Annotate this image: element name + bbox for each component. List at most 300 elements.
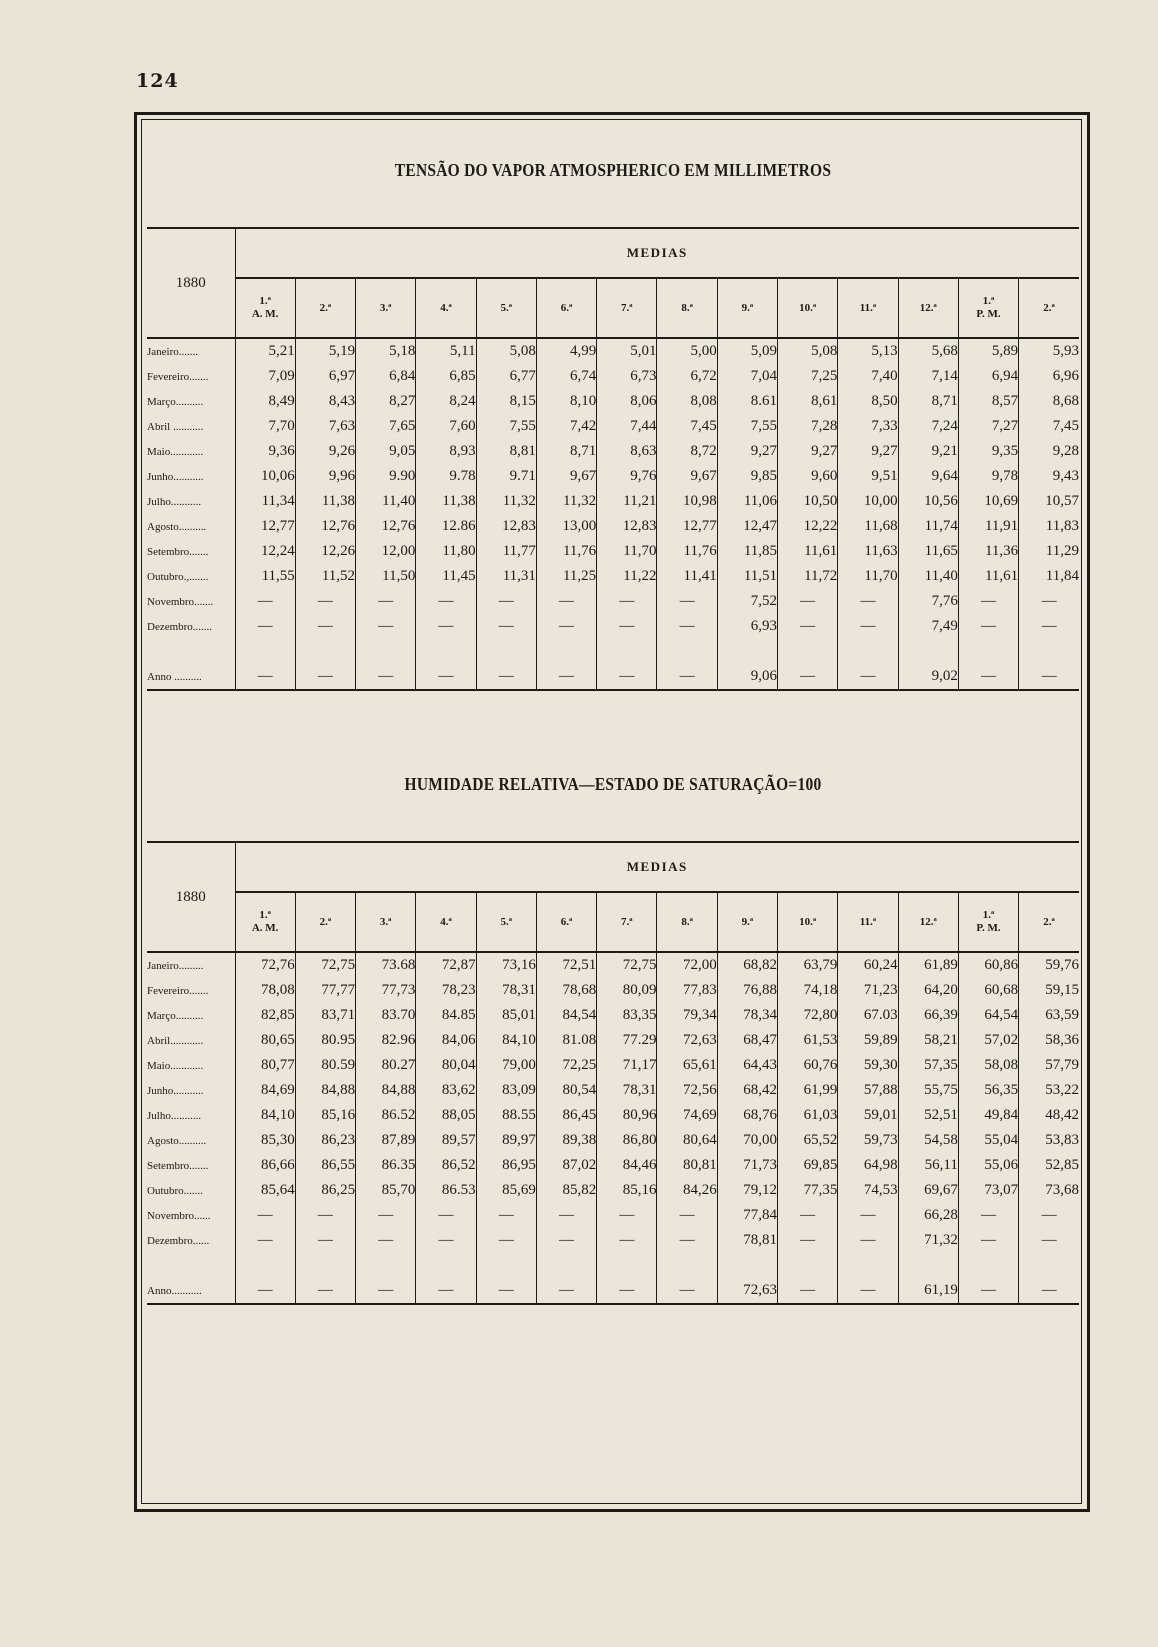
value-cell: 13,00: [536, 514, 596, 539]
value-cell: 74,69: [657, 1103, 717, 1128]
value-cell: 86,55: [295, 1153, 355, 1178]
value-cell: 7,42: [536, 414, 596, 439]
value-cell: 79,34: [657, 1003, 717, 1028]
value-cell: 5,21: [268, 343, 295, 359]
spacer-cell: [416, 639, 476, 664]
hour-number: 12.ª: [919, 915, 937, 928]
value-cell: 86.52: [356, 1103, 416, 1128]
hour-number: 2.ª: [319, 915, 332, 928]
hour-header: [778, 278, 838, 338]
section-title: TENSÃO DO VAPOR ATMOSPHERICO EM MILLIMETROS: [394, 160, 832, 180]
value-cell: 57,02: [958, 1028, 1018, 1053]
value-cell: 89,97: [476, 1128, 536, 1153]
value-cell: 7,24: [898, 414, 958, 439]
value-cell: 11,76: [657, 539, 717, 564]
value-cell: —: [778, 614, 838, 639]
value-cell: 83,35: [597, 1003, 657, 1028]
value-cell: —: [778, 664, 838, 690]
value-cell: 12,77: [657, 514, 717, 539]
value-cell: 7,33: [838, 414, 898, 439]
value-cell: 80,81: [657, 1153, 717, 1178]
value-cell: 54,58: [898, 1128, 958, 1153]
value-cell: 61,03: [778, 1103, 838, 1128]
month-label: Anno...........: [147, 1278, 235, 1304]
value-cell: 56,11: [898, 1153, 958, 1178]
value-cell: 85,64: [261, 1182, 295, 1198]
value-cell: 77,73: [356, 978, 416, 1003]
relative-humidity-table: [147, 841, 1079, 1305]
month-row: [147, 514, 1079, 539]
value-cell: 53,22: [1019, 1078, 1079, 1103]
value-cell: 9,76: [597, 464, 657, 489]
value-cell: 86,45: [536, 1103, 596, 1128]
hour-number: 3.ª: [379, 301, 392, 314]
value-cell: —: [356, 614, 416, 639]
value-cell: 72,63: [717, 1278, 777, 1304]
value-cell: —: [257, 1232, 273, 1248]
month-row: [147, 364, 1079, 389]
hour-header: [657, 892, 717, 952]
value-cell: 11,80: [416, 539, 476, 564]
spacer-cell: [657, 1253, 717, 1278]
value-cell: 8,71: [898, 389, 958, 414]
value-cell: 73,16: [476, 952, 536, 978]
value-cell: 7,45: [657, 414, 717, 439]
value-cell: —: [1019, 1203, 1079, 1228]
value-cell: 84,88: [356, 1078, 416, 1103]
value-cell: —: [536, 1203, 596, 1228]
value-cell: —: [536, 614, 596, 639]
value-cell: 59,73: [838, 1128, 898, 1153]
hour-number: 7.ª: [621, 301, 633, 314]
value-cell: —: [476, 664, 536, 690]
value-cell: —: [295, 1278, 355, 1304]
medias-header: MEDIAS: [235, 229, 1079, 278]
value-cell: —: [838, 664, 898, 690]
value-cell: 8,63: [597, 439, 657, 464]
hours-header-row: [147, 278, 1079, 338]
hour-header: [356, 892, 416, 952]
value-cell: 84,10: [261, 1107, 295, 1123]
section-title: HUMIDADE RELATIVA—ESTADO DE SATURAÇÃO=100: [404, 774, 822, 794]
value-cell: —: [536, 664, 596, 690]
hour-number: 8.ª: [681, 301, 693, 314]
value-cell: 80,96: [597, 1103, 657, 1128]
value-cell: 11,22: [597, 564, 657, 589]
hour-number: 2.ª: [1043, 915, 1055, 928]
hour-header: [235, 892, 295, 952]
value-cell: 78,81: [717, 1228, 777, 1253]
month-label: Agosto..........: [147, 1128, 235, 1153]
value-cell: 79,12: [717, 1178, 777, 1203]
value-cell: 10,56: [898, 489, 958, 514]
value-cell: 85,30: [261, 1132, 295, 1148]
value-cell: 11,52: [295, 564, 355, 589]
value-cell: 58,36: [1019, 1028, 1079, 1053]
value-cell: 11,76: [536, 539, 596, 564]
value-cell: —: [597, 1278, 657, 1304]
value-cell: 6,77: [476, 364, 536, 389]
value-cell: 83,62: [416, 1078, 476, 1103]
value-cell: 56,35: [958, 1078, 1018, 1103]
value-cell: 9,26: [295, 439, 355, 464]
year-header: 1880: [147, 229, 235, 338]
spacer-cell: [235, 639, 295, 664]
spacer-cell: [778, 639, 838, 664]
value-cell: 11,61: [778, 539, 838, 564]
value-cell: 72,56: [657, 1078, 717, 1103]
value-cell: 86.35: [356, 1153, 416, 1178]
spacer-cell: [476, 1253, 536, 1278]
hour-header: [597, 892, 657, 952]
value-cell: 8,93: [416, 439, 476, 464]
value-cell: 84,10: [476, 1028, 536, 1053]
value-cell: 8,15: [476, 389, 536, 414]
spacer-cell: [295, 639, 355, 664]
value-cell: 12,76: [295, 514, 355, 539]
value-cell: —: [356, 664, 416, 690]
value-cell: 80.59: [295, 1053, 355, 1078]
value-cell: 11,41: [657, 564, 717, 589]
value-cell: 9,64: [898, 464, 958, 489]
value-cell: 78,34: [717, 1003, 777, 1028]
value-cell: 84,54: [536, 1003, 596, 1028]
value-cell: 84,06: [416, 1028, 476, 1053]
value-cell: 11,32: [476, 489, 536, 514]
value-cell: —: [597, 1203, 657, 1228]
value-cell: —: [295, 664, 355, 690]
hour-header: [356, 278, 416, 338]
hour-number: 4.ª: [440, 301, 452, 314]
month-label: Abril ...........: [147, 414, 235, 439]
value-cell: 10,06: [261, 468, 295, 484]
value-cell: 9,27: [778, 439, 838, 464]
value-cell: 11,68: [838, 514, 898, 539]
value-cell: 4,99: [536, 338, 596, 364]
hour-header: [778, 892, 838, 952]
spacer-cell: [838, 1253, 898, 1278]
value-cell: 7,70: [268, 418, 295, 434]
value-cell: 5,01: [597, 338, 657, 364]
value-cell: 80,65: [261, 1032, 295, 1048]
value-cell: 66,39: [898, 1003, 958, 1028]
value-cell: —: [778, 589, 838, 614]
value-cell: 59,89: [838, 1028, 898, 1053]
header-row: [147, 843, 1079, 892]
value-cell: 8,61: [778, 389, 838, 414]
value-cell: —: [597, 614, 657, 639]
value-cell: 10,50: [778, 489, 838, 514]
value-cell: 10,69: [958, 489, 1018, 514]
value-cell: 12,47: [717, 514, 777, 539]
value-cell: —: [476, 589, 536, 614]
value-cell: 8,71: [536, 439, 596, 464]
value-cell: —: [257, 618, 273, 634]
value-cell: 9.71: [476, 464, 536, 489]
value-cell: 59,15: [1019, 978, 1079, 1003]
value-cell: —: [597, 589, 657, 614]
value-cell: 70,00: [717, 1128, 777, 1153]
value-cell: 84,69: [261, 1082, 295, 1098]
value-cell: 11,83: [1019, 514, 1079, 539]
value-cell: —: [838, 1228, 898, 1253]
month-label: Agosto..........: [147, 514, 235, 539]
value-cell: 60,86: [958, 952, 1018, 978]
value-cell: 85,70: [356, 1178, 416, 1203]
value-cell: 8,81: [476, 439, 536, 464]
value-cell: 78,08: [261, 982, 295, 998]
hour-period: P. M.: [976, 308, 1001, 320]
value-cell: 6,72: [657, 364, 717, 389]
hour-number: 11.ª: [859, 301, 877, 314]
value-cell: 11,70: [838, 564, 898, 589]
value-cell: —: [416, 664, 476, 690]
value-cell: 88.55: [476, 1103, 536, 1128]
value-cell: 9,05: [356, 439, 416, 464]
value-cell: 88,05: [416, 1103, 476, 1128]
spacer-cell: [717, 639, 777, 664]
value-cell: 9,67: [657, 464, 717, 489]
value-cell: 11,40: [356, 489, 416, 514]
spacer-cell: [235, 1253, 295, 1278]
month-label: Anno ..........: [147, 664, 235, 690]
value-cell: 5,08: [778, 338, 838, 364]
month-row: [147, 952, 1079, 978]
hour-period: P. M.: [976, 922, 1001, 934]
year-header: 1880: [147, 843, 235, 952]
value-cell: 65,52: [778, 1128, 838, 1153]
value-cell: 7,49: [898, 614, 958, 639]
value-cell: —: [235, 664, 295, 690]
value-cell: 85,01: [476, 1003, 536, 1028]
value-cell: 59,76: [1019, 952, 1079, 978]
value-cell: 80,64: [657, 1128, 717, 1153]
value-cell: 12,22: [778, 514, 838, 539]
hour-header: [536, 892, 596, 952]
hour-number: 6.ª: [560, 915, 573, 928]
value-cell: 61,53: [778, 1028, 838, 1053]
value-cell: 11,38: [295, 489, 355, 514]
month-label: Janeiro.........: [147, 952, 235, 978]
hour-header: [838, 892, 898, 952]
month-row: [147, 589, 1079, 614]
value-cell: 81.08: [536, 1028, 596, 1053]
value-cell: 11,21: [597, 489, 657, 514]
value-cell: —: [476, 1203, 536, 1228]
value-cell: —: [356, 589, 416, 614]
value-cell: 11,74: [898, 514, 958, 539]
value-cell: —: [1019, 589, 1079, 614]
spacer-cell: [536, 639, 596, 664]
value-cell: 78,68: [536, 978, 596, 1003]
value-cell: 57,88: [838, 1078, 898, 1103]
value-cell: —: [416, 1228, 476, 1253]
spacer-cell: [1019, 639, 1079, 664]
hour-number: 12.ª: [919, 301, 937, 314]
value-cell: 86,66: [261, 1157, 295, 1173]
spacer-cell: [898, 1253, 958, 1278]
value-cell: 55,04: [958, 1128, 1018, 1153]
hour-header: [476, 892, 536, 952]
spacer-cell: [356, 1253, 416, 1278]
month-row: [147, 414, 1079, 439]
value-cell: 8,24: [416, 389, 476, 414]
value-cell: 11,36: [958, 539, 1018, 564]
hour-number: 1.ª: [982, 295, 995, 307]
value-cell: 11,29: [1019, 539, 1079, 564]
hour-header: [235, 278, 295, 338]
hour-number: 8.ª: [681, 915, 693, 928]
value-cell: 11,61: [958, 564, 1018, 589]
value-cell: 64,43: [717, 1053, 777, 1078]
value-cell: —: [356, 1228, 416, 1253]
value-cell: 9,27: [838, 439, 898, 464]
value-cell: 11,06: [717, 489, 777, 514]
value-cell: 11,70: [597, 539, 657, 564]
spacer-row: [147, 1253, 1079, 1278]
value-cell: —: [958, 614, 1018, 639]
month-row: [147, 489, 1079, 514]
value-cell: —: [958, 1203, 1018, 1228]
value-cell: 89,57: [416, 1128, 476, 1153]
value-cell: 11,65: [898, 539, 958, 564]
value-cell: 5,00: [657, 338, 717, 364]
value-cell: 77.29: [597, 1028, 657, 1053]
hour-number: 1.ª: [259, 295, 271, 307]
value-cell: 74,18: [778, 978, 838, 1003]
value-cell: 77,83: [657, 978, 717, 1003]
spacer-cell: [1019, 1253, 1079, 1278]
value-cell: —: [416, 589, 476, 614]
value-cell: 8,27: [356, 389, 416, 414]
value-cell: 61,89: [898, 952, 958, 978]
hour-header: [295, 892, 355, 952]
value-cell: 9,28: [1019, 439, 1079, 464]
value-cell: 60,24: [838, 952, 898, 978]
month-label: Janeiro.......: [147, 338, 235, 364]
spacer-cell: [416, 1253, 476, 1278]
spacer-cell: [958, 1253, 1018, 1278]
value-cell: 11,77: [476, 539, 536, 564]
hour-number: 3.ª: [379, 915, 392, 928]
header-row: [147, 229, 1079, 278]
value-cell: 9,78: [958, 464, 1018, 489]
hour-header: [717, 892, 777, 952]
value-cell: 6,94: [958, 364, 1018, 389]
value-cell: 83,09: [476, 1078, 536, 1103]
hour-period: A. M.: [251, 308, 279, 320]
month-row: [147, 1153, 1079, 1178]
hour-header: [898, 892, 958, 952]
value-cell: 7,55: [717, 414, 777, 439]
month-row: [147, 1128, 1079, 1153]
hour-number: 10.ª: [799, 301, 817, 314]
value-cell: 69,67: [898, 1178, 958, 1203]
value-cell: —: [838, 1203, 898, 1228]
hour-header: [1019, 278, 1079, 338]
value-cell: 82,85: [261, 1007, 295, 1023]
month-label: Março..........: [147, 389, 235, 414]
value-cell: —: [1019, 1228, 1079, 1253]
value-cell: 76,88: [717, 978, 777, 1003]
value-cell: 12,26: [295, 539, 355, 564]
value-cell: 58,21: [898, 1028, 958, 1053]
value-cell: 8,50: [838, 389, 898, 414]
value-cell: 8,06: [597, 389, 657, 414]
value-cell: 72,00: [657, 952, 717, 978]
value-cell: 11,38: [416, 489, 476, 514]
value-cell: 9,67: [536, 464, 596, 489]
value-cell: 6,96: [1019, 364, 1079, 389]
value-cell: 8,49: [268, 393, 295, 409]
spacer-cell: [717, 1253, 777, 1278]
annual-row: [147, 1278, 1079, 1304]
value-cell: 78,23: [416, 978, 476, 1003]
value-cell: 8,08: [657, 389, 717, 414]
hour-number: 2.ª: [1043, 301, 1055, 314]
value-cell: 5,13: [838, 338, 898, 364]
value-cell: 7,28: [778, 414, 838, 439]
value-cell: 9,60: [778, 464, 838, 489]
value-cell: 11,34: [261, 493, 295, 509]
value-cell: 6,74: [536, 364, 596, 389]
value-cell: 9,36: [268, 443, 295, 459]
value-cell: 71,17: [597, 1053, 657, 1078]
value-cell: 9,27: [717, 439, 777, 464]
month-label: Maio............: [147, 439, 235, 464]
value-cell: 5,93: [1019, 338, 1079, 364]
hour-period: A. M.: [251, 922, 279, 934]
value-cell: —: [657, 1228, 717, 1253]
value-cell: 68,42: [717, 1078, 777, 1103]
value-cell: —: [657, 664, 717, 690]
value-cell: 11,85: [717, 539, 777, 564]
value-cell: 86,52: [416, 1153, 476, 1178]
value-cell: 8.61: [717, 389, 777, 414]
value-cell: 72,80: [778, 1003, 838, 1028]
value-cell: 5,08: [476, 338, 536, 364]
value-cell: 7,25: [778, 364, 838, 389]
hour-number: 2.ª: [319, 301, 332, 314]
value-cell: —: [1019, 1278, 1079, 1304]
value-cell: 58,08: [958, 1053, 1018, 1078]
value-cell: 12,77: [261, 518, 295, 534]
value-cell: 72,51: [536, 952, 596, 978]
value-cell: —: [257, 593, 273, 609]
month-label: Junho...........: [147, 1078, 235, 1103]
value-cell: 11,25: [536, 564, 596, 589]
value-cell: 8,68: [1019, 389, 1079, 414]
value-cell: 80,77: [261, 1057, 295, 1073]
value-cell: 59,01: [838, 1103, 898, 1128]
hour-number: 9.ª: [741, 301, 754, 314]
value-cell: 6,93: [717, 614, 777, 639]
month-label: Setembro.......: [147, 539, 235, 564]
value-cell: 84,26: [657, 1178, 717, 1203]
hour-header: [838, 278, 898, 338]
hour-header: [416, 892, 476, 952]
page-number: 124: [136, 70, 179, 92]
hour-header: [295, 278, 355, 338]
value-cell: 6,85: [416, 364, 476, 389]
value-cell: —: [295, 1203, 355, 1228]
spacer-cell: [536, 1253, 596, 1278]
value-cell: 86,23: [295, 1128, 355, 1153]
hour-header: [657, 278, 717, 338]
value-cell: —: [356, 1278, 416, 1304]
value-cell: 7,14: [898, 364, 958, 389]
value-cell: 11,55: [261, 568, 295, 584]
